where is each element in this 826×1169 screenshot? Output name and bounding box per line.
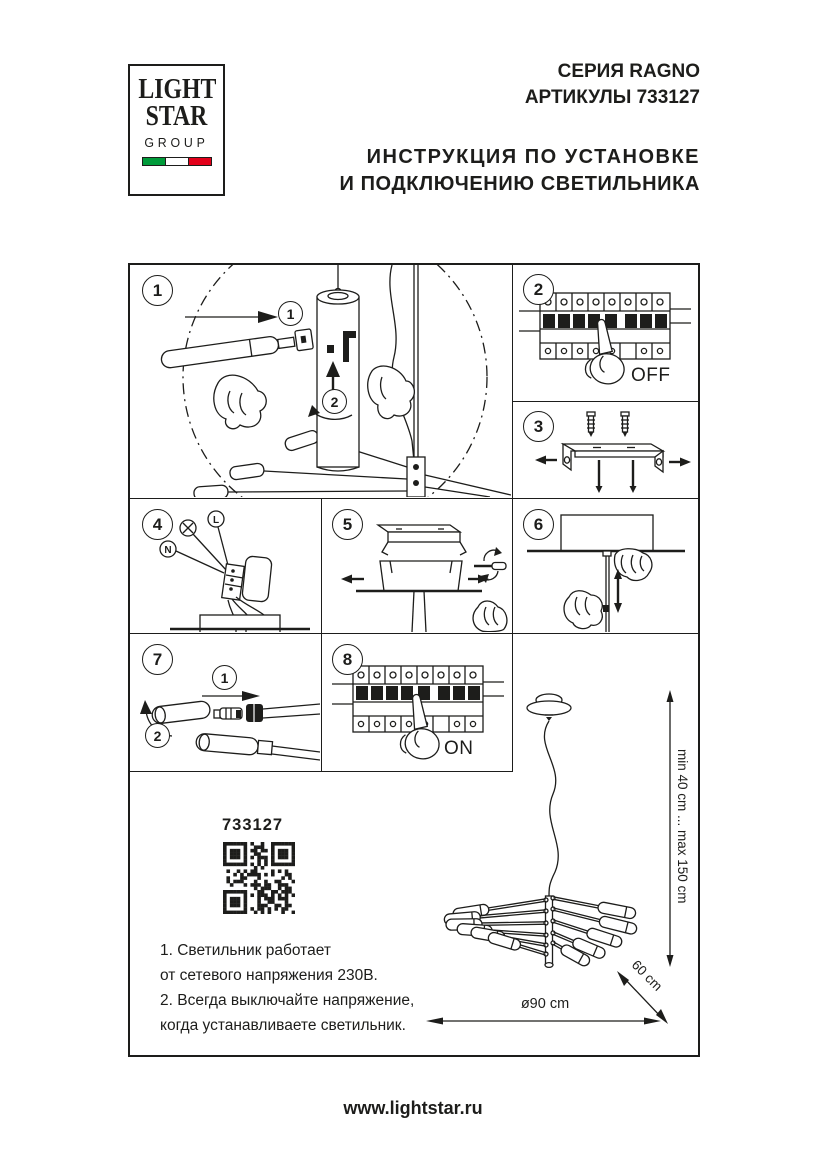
panel-number-badge: 5 [332,509,363,540]
hand-icon [214,375,266,429]
diameter-dimension-arrow [426,1018,661,1025]
grip-screw [603,605,609,612]
tube-piece [151,700,211,724]
panel-step-3 [513,402,698,499]
breaker-off-label: OFF [631,365,671,386]
hand-icon [368,366,415,419]
panel-number-badge: 6 [523,509,554,540]
panel-step-7 [130,634,322,772]
terminal-n-label: N [164,545,172,556]
fixing-screws [596,460,637,493]
series-title: СЕРИЯ RAGNO [557,61,700,82]
depth-dimension-label: 60 cm [628,957,666,994]
note-line: когда устанавливаете светильник. [160,1017,406,1034]
power-cable [390,265,414,461]
panel-number-badge: 7 [142,644,173,675]
safety-notes [160,938,414,1038]
bracket-rail [378,525,466,555]
ceiling-box [561,515,653,551]
panel-number-badge: 2 [523,274,554,305]
step-circle-2: 2 [145,723,170,748]
website-url: www.lightstar.ru [343,1098,483,1118]
hub [407,457,425,497]
up-down-arrow [614,569,622,613]
instruction-title-line2: И ПОДКЛЮЧЕНИЮ СВЕТИЛЬНИКА [339,173,700,195]
logo-word-star: STAR [145,100,208,132]
panel-step-4 [130,499,322,634]
panel-step-6 [513,499,698,634]
hand-icon [564,591,609,629]
qr-code [223,842,295,914]
product-article-number: 733127 [222,816,284,834]
logo-word-light: LIGHT [138,73,217,105]
left-arms [444,894,550,960]
article-title: АРТИКУЛЫ 733127 [524,87,700,108]
breaker-on-label: ON [444,738,474,759]
terminal-block [222,556,273,602]
note-line: 2. Всегда выключайте напряжение, [160,992,415,1009]
panel-number-badge: 8 [332,644,363,675]
height-dimension-label: min 40 cm ... max 150 cm [675,749,690,904]
panel-step-2 [513,265,698,402]
panel-number-badge: 1 [142,275,173,306]
step-circle-1: 1 [212,665,237,690]
terminal-l-label: L [212,515,220,526]
note-line: от сетевого напряжения 230В. [160,967,378,984]
panel-step-5 [322,499,513,634]
insert-arrow [242,691,260,701]
assembled-tube [196,733,273,757]
lamp-arm [160,329,313,370]
terminal-cover [242,556,272,602]
instruction-title-line1: ИНСТРУКЦИЯ ПО УСТАНОВКЕ [366,146,700,168]
flag-white-segment [165,158,189,165]
insert-arm-illustration [130,265,511,497]
step-circle-1: 1 [278,301,303,326]
slot [327,345,334,353]
panel-number-badge: 4 [142,509,173,540]
canopy [527,694,571,721]
lamp-symbol-icon [180,520,196,536]
central-column [317,297,359,467]
suspension-cable [544,721,558,896]
hand-icon [473,601,507,632]
step-circle-2: 2 [322,389,347,414]
panel-step-1 [130,265,513,499]
canopy-body [380,561,462,591]
flag-red-segment [189,158,211,165]
connector [214,704,263,722]
diameter-dimension-label: ø90 cm [520,996,570,1012]
italian-flag-bar [142,157,212,166]
insert-arrow [258,311,278,323]
lightstar-logo [128,64,225,196]
anchor-screws [587,412,629,437]
panel-number-badge: 3 [523,411,554,442]
flag-green-segment [143,158,165,165]
logo-word-group: GROUP [144,135,209,150]
bracket [563,444,663,472]
note-line: 1. Светильник работает [160,942,331,959]
